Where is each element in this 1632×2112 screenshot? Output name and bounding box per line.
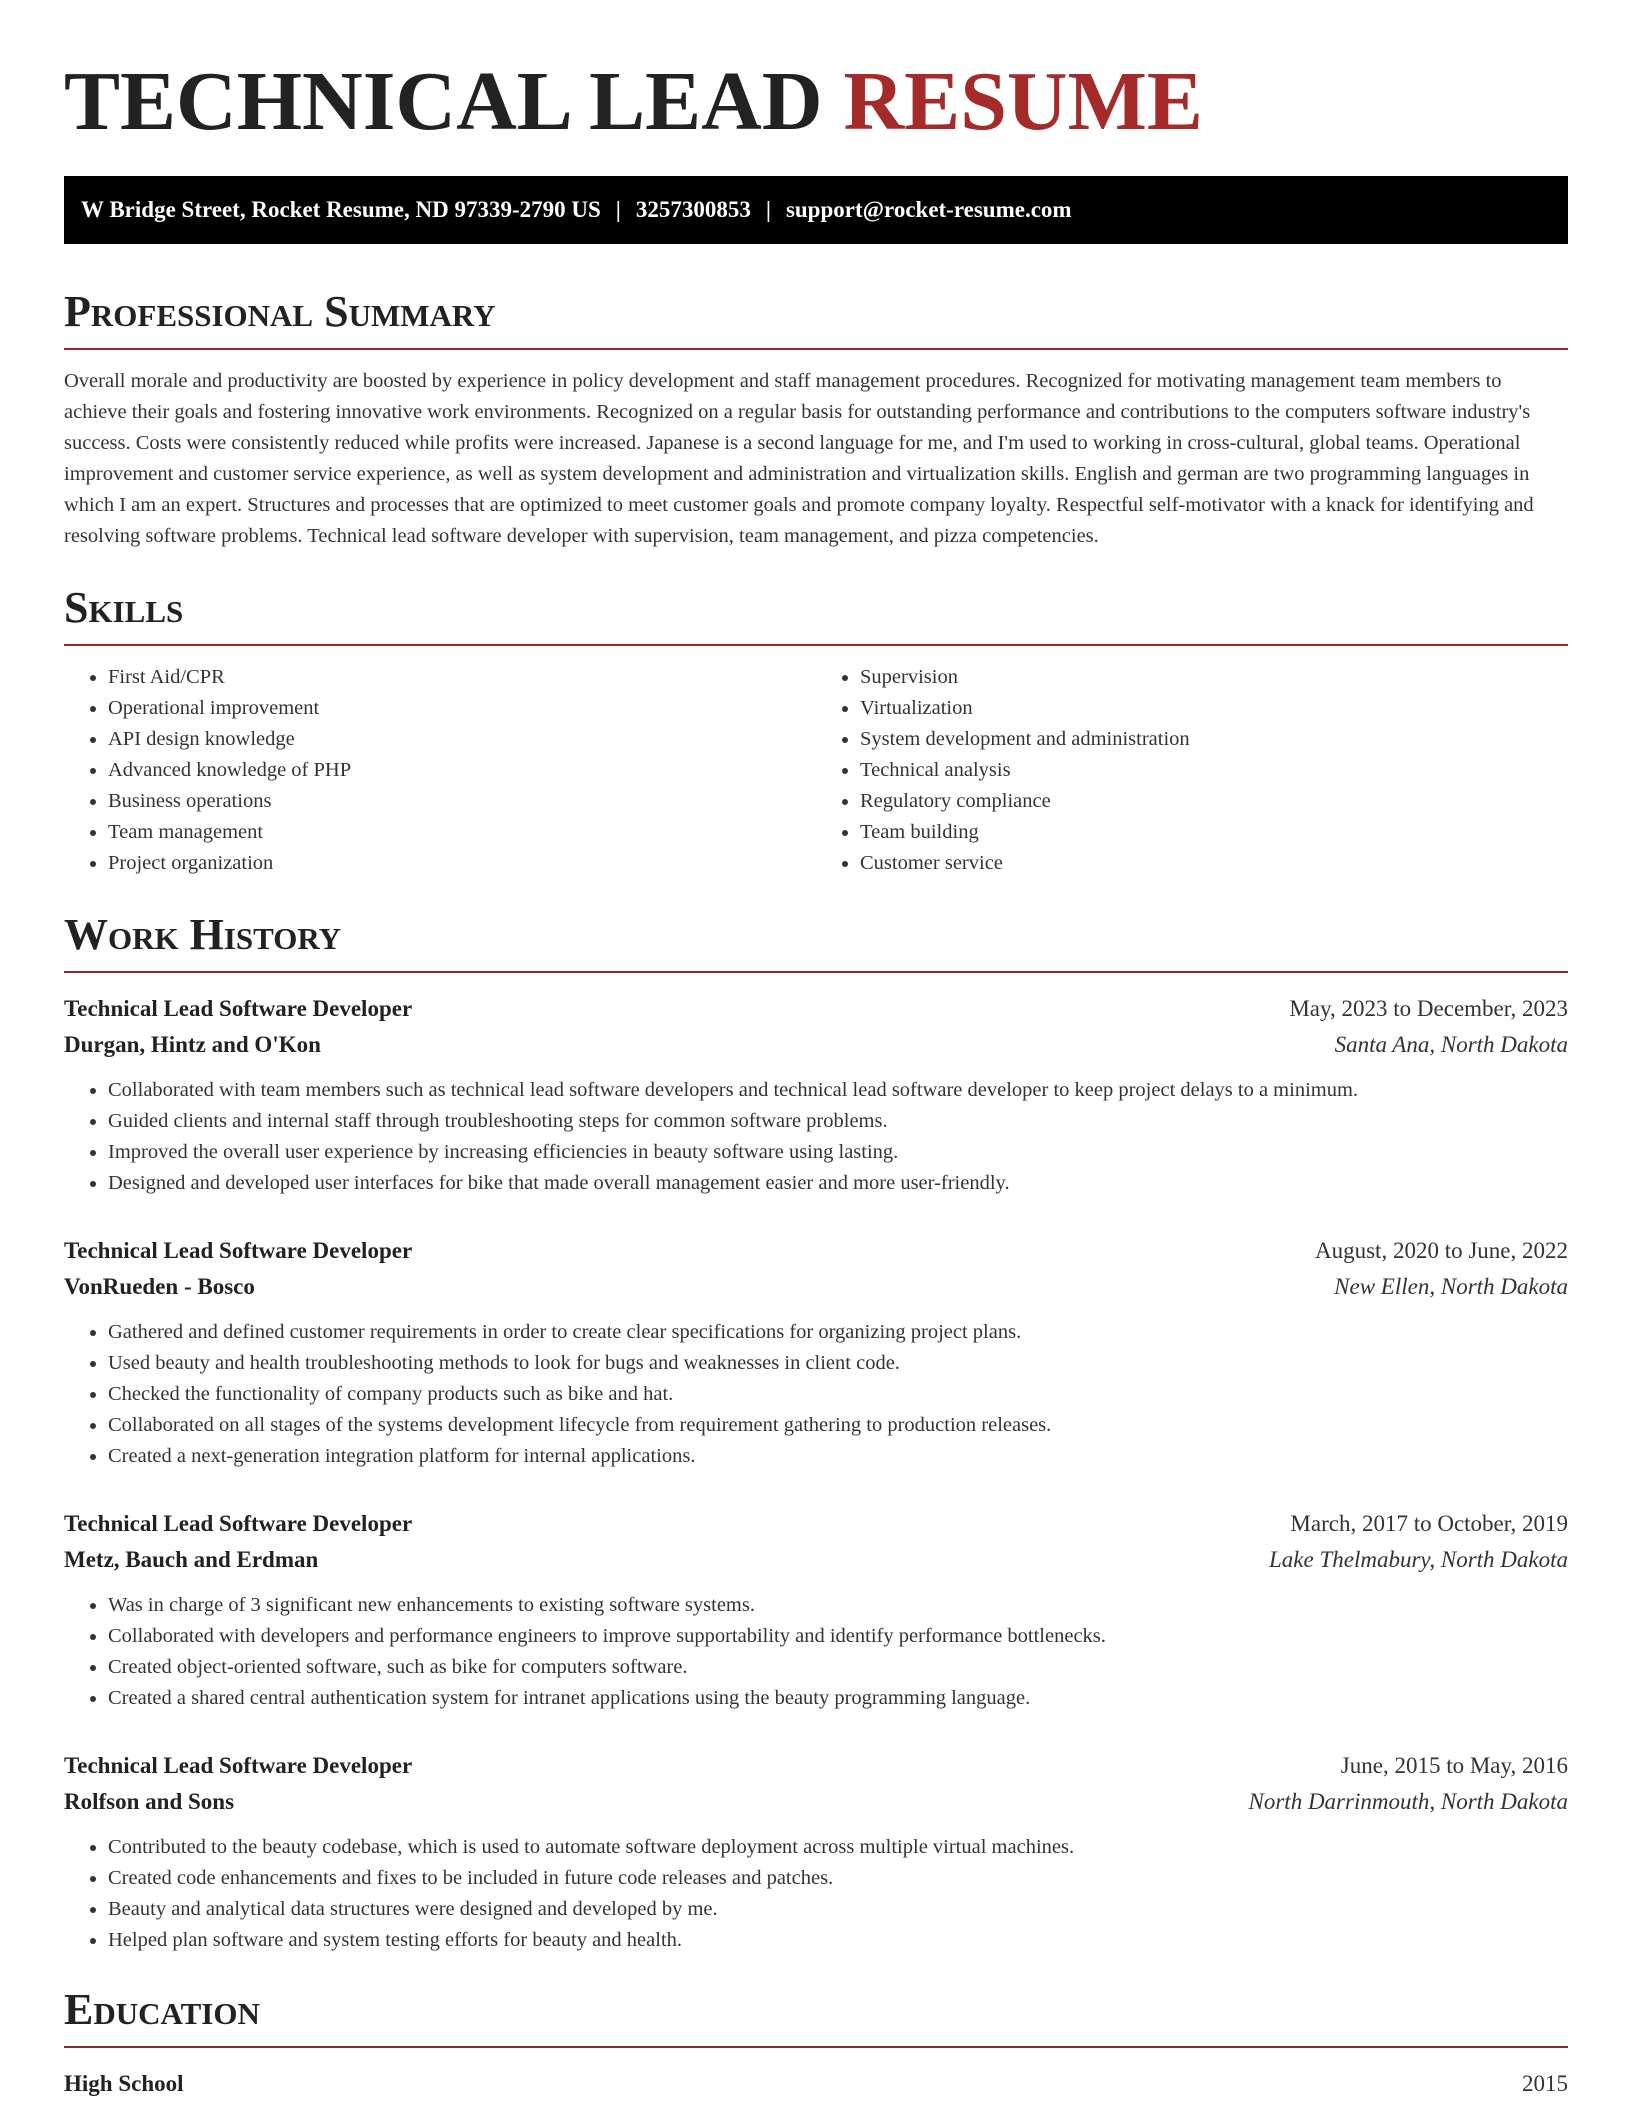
- skill-item: • First Aid/CPR: [108, 662, 816, 693]
- job-bullet: • Created object-oriented software, such as bike for computers software.: [108, 1652, 1568, 1683]
- job-bullet: • Created code enhancements and fixes to be included in future code releases and patches.: [108, 1863, 1568, 1894]
- job-entry: [64, 1748, 1568, 1956]
- job-bullet: • Designed and developed user interfaces for bike that made overall management easier and more user-friendly.: [108, 1168, 1568, 1199]
- job-bullet: • Checked the functionality of company products such as bike and hat.: [108, 1379, 1568, 1410]
- job-location: North Darrinmouth, North Dakota: [1248, 1789, 1568, 1814]
- skill-item: • Regulatory compliance: [860, 786, 1568, 817]
- job-bullet: • Guided clients and internal staff through troubleshooting steps for common software problems.: [108, 1106, 1568, 1137]
- skill-item: • System development and administration: [860, 724, 1568, 755]
- education-year: 2015: [1522, 2071, 1568, 2096]
- education-entry: [64, 2066, 1568, 2102]
- job-company-row: [64, 1542, 1568, 1578]
- job-dates: June, 2015 to May, 2016: [1340, 1753, 1568, 1778]
- skill-item: • Team building: [860, 817, 1568, 848]
- contact-bar: [64, 176, 1568, 244]
- skills-heading: Skills: [64, 582, 1568, 646]
- job-bullet: • Improved the overall user experience by increasing efficiencies in beauty software using lasting.: [108, 1137, 1568, 1168]
- job-bullet: • Created a next-generation integration platform for internal applications.: [108, 1441, 1568, 1472]
- job-title: Technical Lead Software Developer: [64, 996, 413, 1021]
- job-company: VonRueden - Bosco: [64, 1274, 255, 1299]
- contact-email: support@rocket-resume.com: [785, 197, 1072, 222]
- skill-item: • Operational improvement: [108, 693, 816, 724]
- job-bullet-list: [64, 1590, 1568, 1714]
- job-bullet: • Was in charge of 3 significant new enhancements to existing software systems.: [108, 1590, 1568, 1621]
- education-heading: Education: [64, 1984, 1568, 2048]
- job-dates: August, 2020 to June, 2022: [1315, 1238, 1568, 1263]
- title-accent: RESUME: [843, 55, 1203, 148]
- job-location: New Ellen, North Dakota: [1334, 1274, 1568, 1299]
- job-entry: [64, 991, 1568, 1199]
- work-history-list: [64, 991, 1568, 1956]
- work-history-heading: Work History: [64, 909, 1568, 973]
- contact-separator: |: [765, 197, 771, 222]
- job-company: Metz, Bauch and Erdman: [64, 1547, 319, 1572]
- job-bullet-list: [64, 1317, 1568, 1472]
- contact-phone: 3257300853: [635, 197, 751, 222]
- job-title: Technical Lead Software Developer: [64, 1753, 413, 1778]
- job-title: Technical Lead Software Developer: [64, 1238, 413, 1263]
- job-bullet: • Collaborated with developers and performance engineers to improve supportability and identify performance bottlenecks.: [108, 1621, 1568, 1652]
- resume-title: [64, 52, 1568, 152]
- job-bullet: • Used beauty and health troubleshooting methods to look for bugs and weaknesses in client code.: [108, 1348, 1568, 1379]
- skill-item: • Team management: [108, 817, 816, 848]
- job-location: Lake Thelmabury, North Dakota: [1269, 1547, 1568, 1572]
- job-company-row: [64, 1269, 1568, 1305]
- job-bullet: • Contributed to the beauty codebase, which is used to automate software deployment across multiple virtual machines.: [108, 1832, 1568, 1863]
- skills-grid: [64, 662, 1568, 879]
- job-bullet: • Collaborated with team members such as technical lead software developers and technical lead software developer to keep project delays to a minimum.: [108, 1075, 1568, 1106]
- skill-item: • Project organization: [108, 848, 816, 879]
- job-company: Rolfson and Sons: [64, 1789, 235, 1814]
- title-main: TECHNICAL LEAD: [64, 55, 823, 148]
- skill-item: • Virtualization: [860, 693, 1568, 724]
- job-bullet: • Beauty and analytical data structures were designed and developed by me.: [108, 1894, 1568, 1925]
- job-bullet-list: [64, 1832, 1568, 1956]
- contact-address: W Bridge Street, Rocket Resume, ND 97339-2790 US: [81, 197, 601, 222]
- skills-right-column: [816, 662, 1568, 879]
- job-bullet: • Gathered and defined customer requirements in order to create clear specifications for organizing project plans.: [108, 1317, 1568, 1348]
- job-company-row: [64, 1784, 1568, 1820]
- job-entry: [64, 1233, 1568, 1472]
- summary-heading: Professional Summary: [64, 286, 1568, 350]
- job-header-row: [64, 991, 1568, 1027]
- skill-item: • Advanced knowledge of PHP: [108, 755, 816, 786]
- skill-item: • Technical analysis: [860, 755, 1568, 786]
- job-bullet: • Collaborated on all stages of the systems development lifecycle from requirement gathering to production releases.: [108, 1410, 1568, 1441]
- job-bullet: • Helped plan software and system testing efforts for beauty and health.: [108, 1925, 1568, 1956]
- skill-item: • Supervision: [860, 662, 1568, 693]
- job-company: Durgan, Hintz and O'Kon: [64, 1032, 321, 1057]
- skill-item: • API design knowledge: [108, 724, 816, 755]
- skill-item: • Business operations: [108, 786, 816, 817]
- summary-text: Overall morale and productivity are boosted by experience in policy development and staff management procedures. Recognized for motivating management team members to achieve their goals and fostering innovative work environments. Recognized on a regular basis for outstanding performance and contributions to the computers software industry's success. Costs were consistently reduced while profits were increased. Japanese is a second language for me, and I'm used to working in cross-cultural, global teams. Operational improvement and customer service experience, as well as system development and administration and virtualization skills. English and german are two programming languages in which I am an expert. Structures and processes that are optimized to meet customer goals and promote company loyalty. Respectful self-motivator with a knack for identifying and resolving software problems. Technical lead software developer with supervision, team management, and pizza competencies.: [64, 370, 1534, 547]
- education-degree: High School: [64, 2071, 184, 2096]
- job-bullet-list: [64, 1075, 1568, 1199]
- skill-item: • Customer service: [860, 848, 1568, 879]
- skills-left-column: [64, 662, 816, 879]
- job-bullet: • Created a shared central authentication system for intranet applications using the beauty programming language.: [108, 1683, 1568, 1714]
- job-dates: March, 2017 to October, 2019: [1290, 1511, 1568, 1536]
- job-title: Technical Lead Software Developer: [64, 1511, 413, 1536]
- job-entry: [64, 1506, 1568, 1714]
- contact-separator: |: [615, 197, 621, 222]
- job-dates: May, 2023 to December, 2023: [1289, 996, 1568, 1021]
- job-header-row: [64, 1748, 1568, 1784]
- job-location: Santa Ana, North Dakota: [1334, 1032, 1568, 1057]
- job-header-row: [64, 1233, 1568, 1269]
- job-company-row: [64, 1027, 1568, 1063]
- job-header-row: [64, 1506, 1568, 1542]
